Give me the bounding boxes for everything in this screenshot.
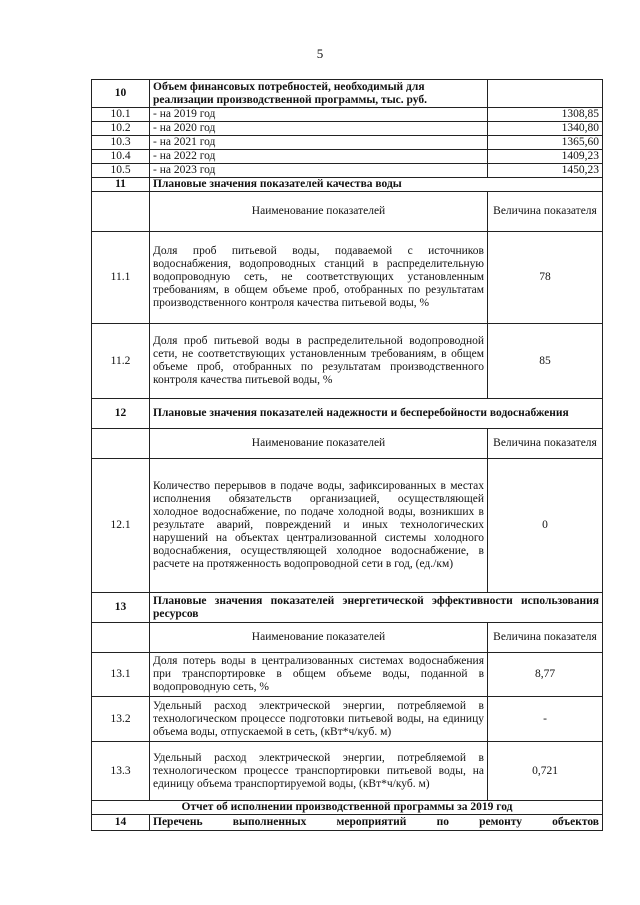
report-title-row — [92, 801, 603, 815]
table-row — [92, 108, 603, 122]
row-label: - на 2020 год — [150, 122, 488, 136]
row-value: 1340,80 — [488, 122, 603, 136]
table-row — [92, 150, 603, 164]
row-number: 13.1 — [92, 653, 150, 697]
row-label: - на 2019 год — [150, 108, 488, 122]
empty-cell — [92, 429, 150, 459]
section-number: 13 — [92, 593, 150, 623]
column-header-name: Наименование показателей — [150, 192, 488, 232]
row-value: 8,77 — [488, 653, 603, 697]
row-number: 13.2 — [92, 697, 150, 742]
row-value: 78 — [488, 232, 603, 324]
report-title: Отчет об исполнении производственной программы за 2019 год — [92, 801, 603, 815]
empty-cell — [92, 623, 150, 653]
empty-cell — [92, 192, 150, 232]
section-title: Перечень выполненных мероприятий по ремонту объектов — [150, 815, 603, 831]
section-number: 14 — [92, 815, 150, 831]
row-number: 11.2 — [92, 324, 150, 399]
section-12-header — [92, 399, 603, 429]
empty-cell — [488, 80, 603, 108]
section-title: Плановые значения показателей надежности и бесперебойности водоснабжения — [150, 399, 603, 429]
table-row — [92, 742, 603, 801]
row-value: 0 — [488, 459, 603, 593]
table-row — [92, 232, 603, 324]
table-row — [92, 459, 603, 593]
row-value: - — [488, 697, 603, 742]
row-number: 12.1 — [92, 459, 150, 593]
row-value: 0,721 — [488, 742, 603, 801]
row-value: 1409,23 — [488, 150, 603, 164]
column-header-row — [92, 429, 603, 459]
row-label: - на 2023 год — [150, 164, 488, 178]
row-text: Количество перерывов в подаче воды, зафиксированных в местах исполнения обязательств организацией, осуществляющей холодное водоснабжение, по подаче холодной воды, возникших в результате аварий, повреждений и иных технологических нарушений на объектах централизованной системы холодного водоснабжения, осуществляющей холодное водоснабжение, в расчете на протяженность водопроводной сети в год, (ед./км) — [150, 459, 488, 593]
column-header-name: Наименование показателей — [150, 623, 488, 653]
row-number: 10.3 — [92, 136, 150, 150]
row-value: 1365,60 — [488, 136, 603, 150]
program-table — [91, 79, 603, 831]
row-text: Удельный расход электрической энергии, потребляемой в технологическом процессе подготовки питьевой воды, на единицу объема воды, отпускаемой в сеть, (кВт*ч/куб. м) — [150, 697, 488, 742]
row-text: Доля проб питьевой воды в распределительной водопроводной сети, не соответствующих установленным требованиям, в общем объеме проб, отобранных по результатам производственного контроля качества питьевой воды, % — [150, 324, 488, 399]
row-value: 1450,23 — [488, 164, 603, 178]
table-row — [92, 324, 603, 399]
table-row — [92, 136, 603, 150]
section-11-header — [92, 178, 603, 192]
table-row — [92, 164, 603, 178]
row-number: 10.1 — [92, 108, 150, 122]
row-value: 1308,85 — [488, 108, 603, 122]
row-number: 11.1 — [92, 232, 150, 324]
section-title: Объем финансовых потребностей, необходимый для реализации производственной программы, тыс. руб. — [150, 80, 488, 108]
row-label: - на 2022 год — [150, 150, 488, 164]
row-number: 10.4 — [92, 150, 150, 164]
page-number: 5 — [316, 46, 324, 61]
column-header-name: Наименование показателей — [150, 429, 488, 459]
column-header-row — [92, 192, 603, 232]
row-text: Доля проб питьевой воды, подаваемой с источников водоснабжения, водопроводных станций в распределительную водопроводную сеть, не соответствующих установленным требованиям, в общем объеме проб, отобранных по результатам производственного контроля качества питьевой воды, % — [150, 232, 488, 324]
column-header-value: Величина показателя — [488, 623, 603, 653]
column-header-row — [92, 623, 603, 653]
section-number: 10 — [92, 80, 150, 108]
table-row — [92, 697, 603, 742]
row-number: 10.5 — [92, 164, 150, 178]
section-10-header — [92, 80, 603, 108]
row-label: - на 2021 год — [150, 136, 488, 150]
row-text: Доля потерь воды в централизованных системах водоснабжения при транспортировке в общем объеме воды, поданной в водопроводную сеть, % — [150, 653, 488, 697]
table-row — [92, 122, 603, 136]
section-number: 11 — [92, 178, 150, 192]
section-13-header — [92, 593, 603, 623]
column-header-value: Величина показателя — [488, 429, 603, 459]
row-text: Удельный расход электрической энергии, потребляемой в технологическом процессе транспортировки питьевой воды, на единицу объема транспортируемой воды, (кВт*ч/куб. м) — [150, 742, 488, 801]
section-title: Плановые значения показателей энергетической эффективности использования ресурсов — [150, 593, 603, 623]
row-number: 13.3 — [92, 742, 150, 801]
row-value: 85 — [488, 324, 603, 399]
table-row — [92, 653, 603, 697]
column-header-value: Величина показателя — [488, 192, 603, 232]
section-number: 12 — [92, 399, 150, 429]
section-14-header — [92, 815, 603, 831]
section-title: Плановые значения показателей качества воды — [150, 178, 603, 192]
row-number: 10.2 — [92, 122, 150, 136]
